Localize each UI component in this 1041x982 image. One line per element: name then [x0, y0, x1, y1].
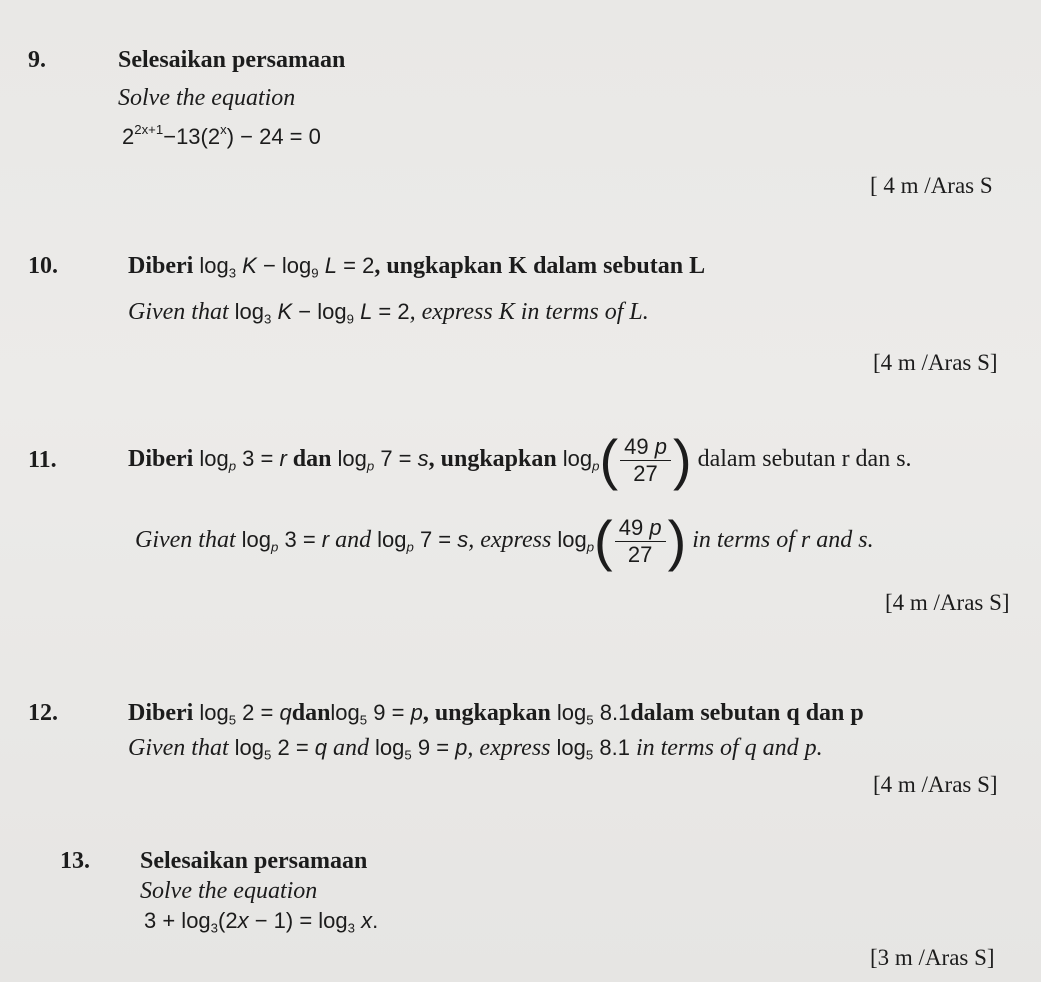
question-text-english: Solve the equation — [118, 85, 296, 111]
marks-label: [3 m /Aras S] — [870, 945, 995, 970]
question-number: 9. — [28, 47, 46, 73]
question-text-english: Given that $\log_3 K - \log_9 L = 2$, express K in terms of L. — [128, 299, 649, 327]
question-text-english: Given that $\log_5 2 = q$ and $\log_5 9 = p$, express $\log_5 8.1$ in terms of q and p. — [128, 735, 823, 763]
question-text-malay: Selesaikan persamaan — [140, 848, 368, 874]
marks-label: [4 m /Aras S] — [885, 590, 1010, 615]
question-text-english: Given that $\log_p 3 = r$ and $\log_p 7 = s$, express $\log_p$( $\frac{49 p}{27}$ ) in terms of r and s. — [135, 509, 874, 572]
question-text-malay: Selesaikan persamaan — [118, 47, 346, 73]
marks-label: [ 4 m /Aras S — [870, 173, 993, 198]
question-number: 12. — [28, 700, 58, 726]
question-number: 13. — [60, 848, 90, 874]
question-number: 10. — [28, 253, 58, 279]
question-number: 11. — [28, 447, 57, 473]
question-text-malay: Diberi $\log_5 2$ = qdanlog$_5$ 9 = p, ungkapkan $\log_5$ 8.1dalam sebutan q dan p — [128, 700, 864, 728]
question-text-malay: Diberi $\log_p 3 = r$ dan $\log_p 7 = s$, ungkapkan $\log_p$( $\frac{49 p}{27}$ ) dalam sebutan r dan s. — [128, 428, 912, 491]
question-text-malay: Diberi $\log_3 K - \log_9 L = 2$, ungkapkan K dalam sebutan L — [128, 253, 706, 281]
equation: $2^{2x+1}-13(2^x) - 24 = 0$ — [122, 122, 321, 149]
marks-label: [4 m /Aras S] — [873, 350, 998, 375]
question-text-english: Solve the equation — [140, 878, 318, 904]
equation: $3 + \log_3(2x - 1) = \log_3 x$. — [144, 908, 379, 936]
marks-label: [4 m /Aras S] — [873, 772, 998, 797]
